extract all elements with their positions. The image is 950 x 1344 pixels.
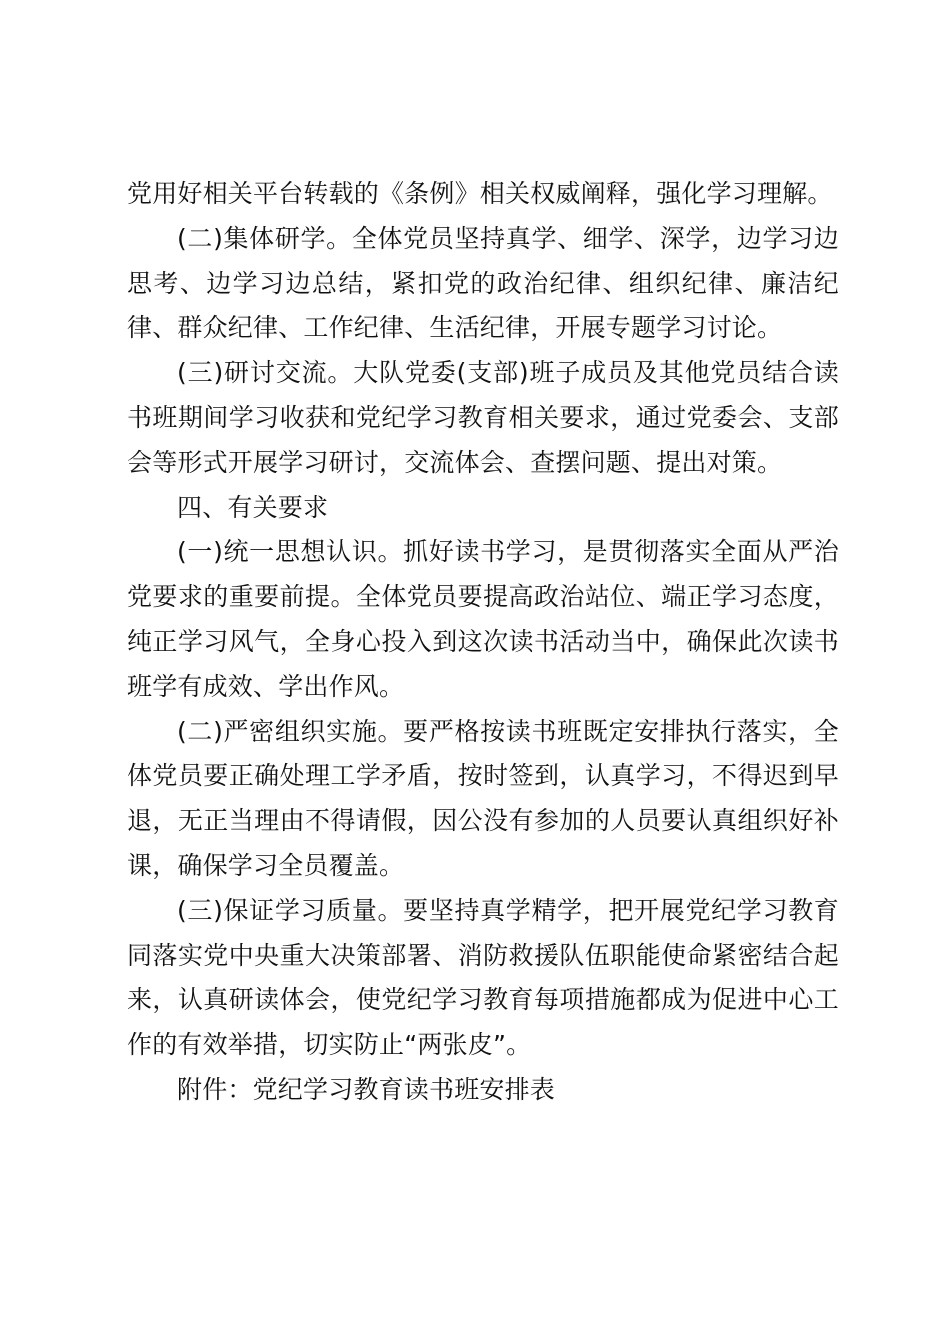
paragraph-collective-study: (二)集体研学。全体党员坚持真学、细学、深学，边学习边思考、边学习边总结，紧扣党的政治纪律、组织纪律、廉洁纪律、群众纪律、工作纪律、生活纪律，开展专题学习讨论。 (127, 223, 839, 343)
paragraph-ensure-quality: (三)保证学习质量。要坚持真学精学，把开展党纪学习教育同落实党中央重大决策部署、消防救援队伍职能使命紧密结合起来，认真研读体会，使党纪学习教育每项措施都成为促进中心工作的有效举措，切实防止“两张皮”。 (127, 895, 839, 1060)
section-heading-requirements: 四、有关要求 (177, 492, 329, 522)
paragraph-unify-thinking: (一)统一思想认识。抓好读书学习，是贯彻落实全面从严治党要求的重要前提。全体党员要提高政治站位、端正学习态度，纯正学习风气，全身心投入到这次读书活动当中，确保此次读书班学有成效、学出作风。 (127, 537, 839, 701)
document-body (127, 172, 839, 1113)
paragraph-strict-organization: (二)严密组织实施。要严格按读书班既定安排执行落实，全体党员要正确处理工学矛盾，按时签到，认真学习，不得迟到早退，无正当理由不得请假，因公没有参加的人员要认真组织好补课，确保学习全员覆盖。 (127, 716, 839, 880)
paragraph-discussion-exchange: (三)研讨交流。大队党委(支部)班子成员及其他党员结合读书班期间学习收获和党纪学习教育相关要求，通过党委会、支部会等形式开展学习研讨，交流体会、查摆问题、提出对策。 (127, 358, 839, 477)
attachment-line: 附件：党纪学习教育读书班安排表 (177, 1074, 556, 1104)
paragraph-continuation: 党用好相关平台转载的《条例》相关权威阐释，强化学习理解。 (127, 179, 833, 208)
